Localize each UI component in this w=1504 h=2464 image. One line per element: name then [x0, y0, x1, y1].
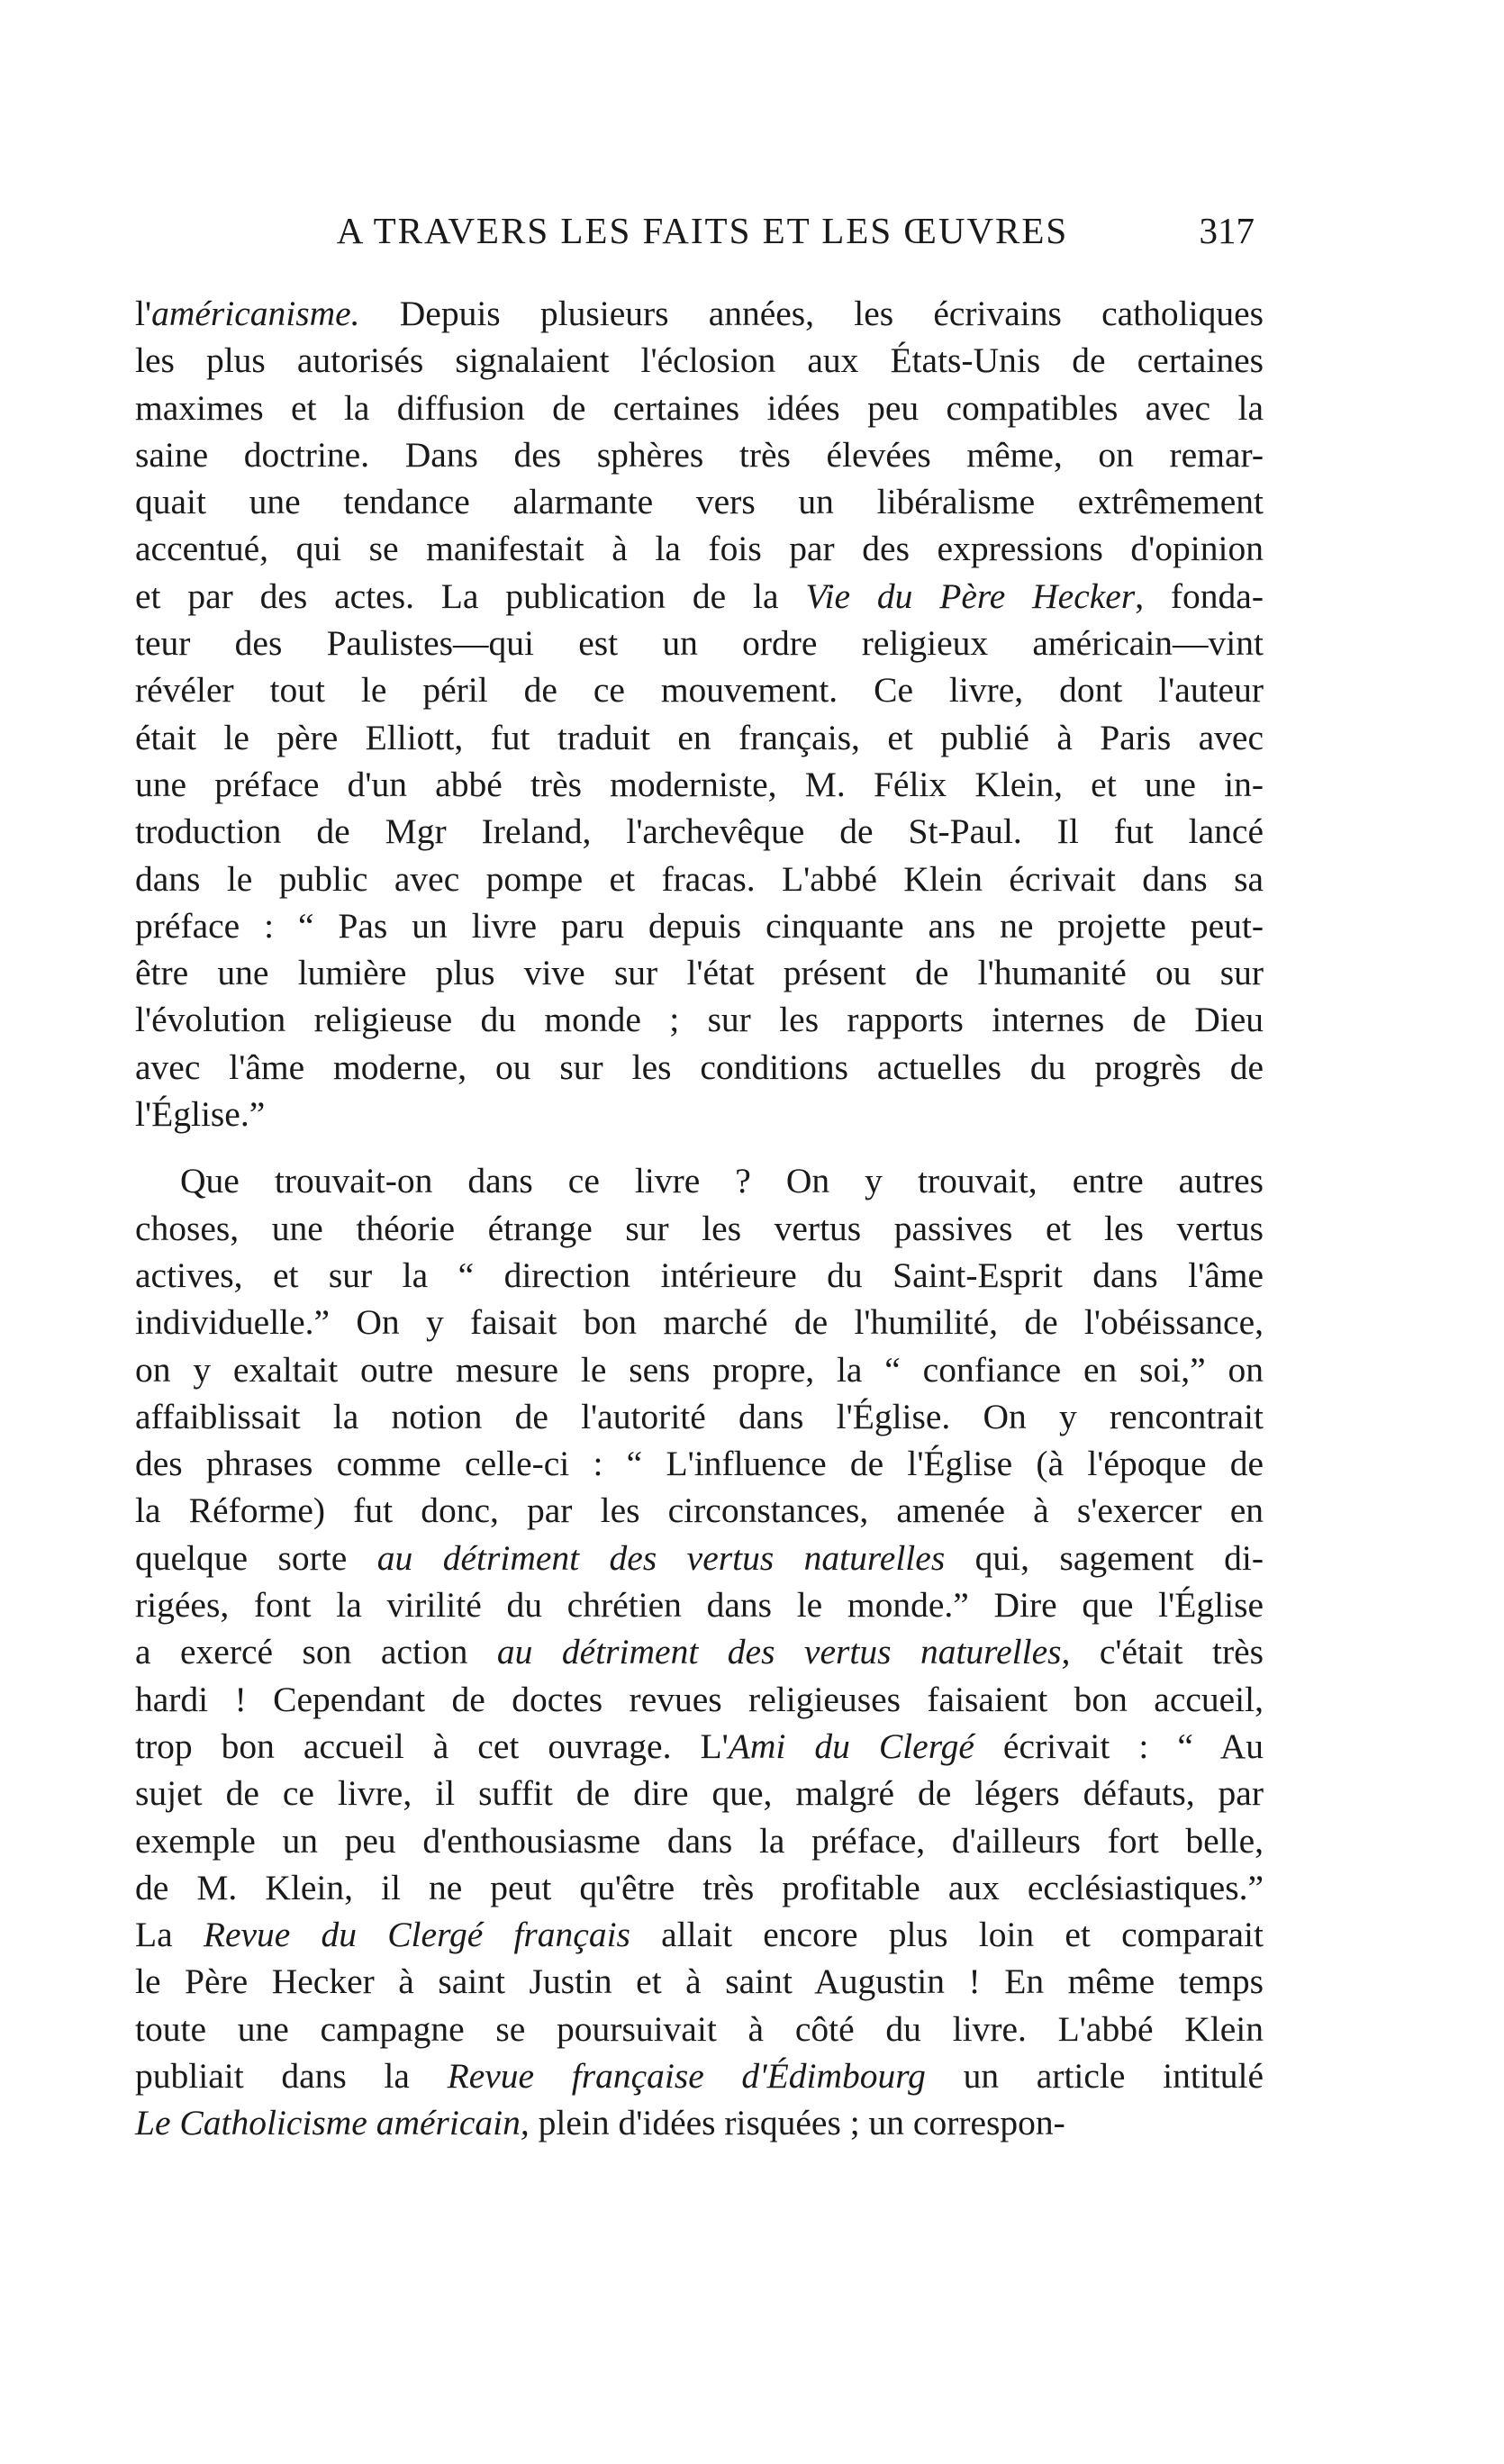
text-segment: la Réforme) fut donc, par les circonstances, amenée à s'exercer en: [135, 1490, 1264, 1531]
text-line: [135, 1252, 1264, 1299]
text-segment: teur des Paulistes—qui est un ordre religieux américain—vint: [135, 623, 1264, 664]
text-line: [135, 1044, 1264, 1091]
text-segment: sujet de ce livre, il suffit de dire que, malgré de légers défauts, par: [135, 1773, 1264, 1814]
text-segment: actives, et sur la “ direction intérieure du Saint-Esprit dans l'âme: [135, 1255, 1264, 1295]
text-segment: Que trouvait-on dans ce livre ? On y trouvait, entre autres: [180, 1161, 1264, 1201]
text-line: [135, 902, 1264, 949]
italic-text: américanisme.: [151, 294, 360, 333]
text-segment: exemple un peu d'enthousiasme dans la préface, d'ailleurs fort belle,: [135, 1820, 1264, 1861]
text-line: [135, 1393, 1264, 1440]
text-segment: une préface d'un abbé très moderniste, M. Félix Klein, et une in-: [135, 764, 1264, 804]
text-line: [135, 666, 1264, 713]
text-segment: le Père Hecker à saint Justin et à saint Augustin ! En même temps: [135, 1961, 1264, 2002]
text-segment: allait encore plus loin et comparait: [630, 1915, 1264, 1955]
text-segment: La: [135, 1915, 204, 1955]
text-segment: c'était très: [1070, 1632, 1264, 1672]
text-segment: a exercé son action: [135, 1632, 497, 1672]
text-line: [135, 761, 1264, 808]
text-line: [135, 949, 1264, 996]
text-line: [135, 573, 1264, 620]
text-line: [135, 1346, 1264, 1393]
text-line: [135, 620, 1264, 666]
text-segment: dans le public avec pompe et fracas. L'abbé Klein écrivait dans sa: [135, 858, 1264, 899]
italic-text: Vie du Père Hecker: [805, 575, 1136, 616]
text-segment: maximes et la diffusion de certaines idées peu compatibles avec la: [135, 387, 1264, 428]
text-line: [135, 808, 1264, 855]
text-segment: l': [135, 294, 152, 333]
italic-text: Ami du Clergé: [728, 1726, 974, 1766]
text-line: [135, 856, 1264, 902]
text-segment: un article intitulé: [925, 2055, 1264, 2096]
text-line: [135, 1299, 1264, 1345]
text-line: [135, 2052, 1264, 2099]
text-segment: accentué, qui se manifestait à la fois par des expressions d'opinion: [135, 529, 1264, 569]
text-line: [135, 1676, 1264, 1723]
italic-text: Le Catholicisme américain,: [135, 2103, 530, 2143]
text-segment: hardi ! Cependant de doctes revues religieuses faisaient bon accueil,: [135, 1679, 1264, 1719]
text-segment: écrivait : “ Au: [974, 1726, 1264, 1766]
text-segment: on y exaltait outre mesure le sens propre, la “ confiance en soi,” on: [135, 1349, 1264, 1390]
italic-text: au détriment des vertus naturelles,: [496, 1632, 1071, 1672]
text-segment: avec l'âme moderne, ou sur les conditions actuelles du progrès de: [135, 1046, 1264, 1087]
text-segment: l'Église.”: [135, 1094, 266, 1135]
text-line: [135, 2099, 1264, 2146]
page-number: 317: [1199, 210, 1255, 251]
text-segment: être une lumière plus vive sur l'état présent de l'humanité ou sur: [135, 953, 1264, 993]
text-segment: trop bon accueil à cet ouvrage. L': [135, 1726, 729, 1766]
text-segment: des phrases comme celle-ci : “ L'influence de l'Église (à l'époque de: [135, 1444, 1264, 1484]
running-title: A TRAVERS LES FAITS ET LES ŒUVRES: [336, 210, 1069, 251]
text-segment: , fonda-: [1135, 575, 1264, 616]
text-segment: qui, sagement di-: [945, 1537, 1264, 1578]
text-segment: choses, une théorie étrange sur les vertus passives et les vertus: [135, 1208, 1264, 1248]
text-segment: publiait dans la: [135, 2055, 448, 2096]
text-segment: l'évolution religieuse du monde ; sur les rapports internes de Dieu: [135, 1000, 1264, 1040]
text-line: [135, 1440, 1264, 1487]
text-segment: troduction de Mgr Ireland, l'archevêque de St-Paul. Il fut lancé: [135, 811, 1264, 852]
text-segment: plein d'idées risquées ; un correspon-: [529, 2103, 1065, 2143]
text-line: [135, 2006, 1264, 2052]
text-line: [135, 1723, 1264, 1770]
text-segment: préface : “ Pas un livre paru depuis cinquante ans ne projette peut-: [135, 905, 1264, 946]
text-segment: Depuis plusieurs années, les écrivains catholiques: [359, 294, 1264, 333]
text-line: [135, 1091, 1264, 1137]
text-line: [135, 1581, 1264, 1628]
text-line: [135, 1864, 1264, 1911]
text-segment: quait une tendance alarmante vers un libéralisme extrêmement: [135, 482, 1264, 522]
text-line: [135, 1770, 1264, 1816]
text-line: [135, 431, 1264, 478]
text-segment: était le père Elliott, fut traduit en français, et publié à Paris avec: [135, 717, 1264, 757]
text-segment: rigées, font la virilité du chrétien dans le monde.” Dire que l'Église: [135, 1585, 1264, 1626]
text-line: [135, 1157, 1264, 1204]
running-header: [270, 209, 1255, 263]
body-text: [135, 290, 1264, 2147]
text-line: [135, 996, 1264, 1043]
text-segment: quelque sorte: [135, 1537, 377, 1578]
text-line: [135, 1911, 1264, 1958]
text-segment: les plus autorisés signalaient l'éclosion aux États-Unis de certaines: [135, 340, 1264, 381]
text-line: [135, 1205, 1264, 1252]
text-line: [135, 478, 1264, 525]
text-segment: individuelle.” On y faisait bon marché de l'humilité, de l'obéissance,: [135, 1302, 1264, 1343]
text-line: [135, 1487, 1264, 1534]
text-line: [135, 385, 1264, 431]
text-segment: toute une campagne se poursuivait à côté du livre. L'abbé Klein: [135, 2008, 1264, 2049]
italic-text: Revue française d'Édimbourg: [447, 2055, 926, 2096]
text-segment: révéler tout le péril de ce mouvement. Ce livre, dont l'auteur: [135, 670, 1264, 711]
text-segment: affaiblissait la notion de l'autorité dans l'Église. On y rencontrait: [135, 1396, 1264, 1436]
italic-text: Revue du Clergé français: [203, 1915, 630, 1955]
text-segment: saine doctrine. Dans des sphères très élevées même, on remar-: [135, 434, 1264, 475]
text-segment: de M. Klein, il ne peut qu'être très profitable aux ecclésiastiques.”: [135, 1867, 1264, 1907]
text-line: [135, 714, 1264, 761]
text-line: [135, 1628, 1264, 1675]
text-line: [135, 1535, 1264, 1581]
text-segment: et par des actes. La publication de la: [135, 575, 806, 616]
text-line: [135, 1958, 1264, 2005]
text-line: [135, 525, 1264, 572]
text-line: [135, 290, 1264, 337]
paragraph-gap: [135, 1137, 1264, 1157]
text-line: [135, 337, 1264, 384]
italic-text: au détriment des vertus naturelles: [376, 1537, 946, 1578]
text-line: [135, 1817, 1264, 1864]
